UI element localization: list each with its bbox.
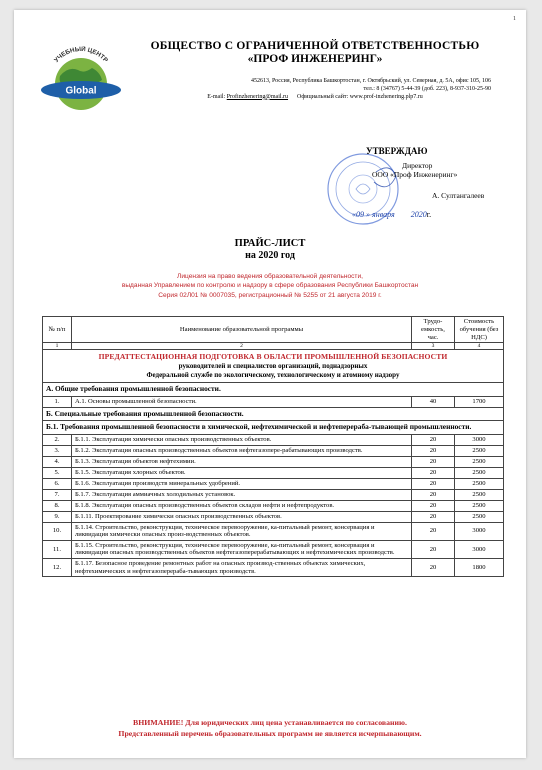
row-program: А.1. Основы промышленной безопасности.: [72, 396, 412, 407]
row-program: Б.1.3. Эксплуатация объектов нефтехимии.: [72, 456, 412, 467]
row-price: 3000: [455, 434, 504, 445]
org-address: 452613, Россия, Республика Башкортостан, г. Октябрьский, ул. Северная, д. 5А, офис 105, 106: [250, 78, 491, 84]
site-label: Официальный сайт:: [297, 93, 349, 100]
row-program: Б.1.11. Проектирование химически опасных производственных объектов.: [72, 511, 412, 522]
approval-block: [342, 146, 510, 219]
col-number: 3: [412, 343, 455, 350]
row-price: 2500: [455, 445, 504, 456]
warning-line2: Представленный перечень образовательных программ не является исчерпывающим.: [118, 728, 422, 738]
row-price: 1800: [455, 559, 504, 577]
org-phones: тел.: 8 (34767) 5-44-39 (доб. 223), 8-937-310-25-90: [363, 86, 491, 93]
table-row: [43, 478, 504, 489]
license-line3: Серия 02Л01 № 0007035, регистрационный № 5255 от 21 августа 2019 г.: [158, 291, 382, 299]
col-number: 1: [43, 343, 72, 350]
price-table: [42, 316, 504, 577]
row-number: 12.: [43, 559, 72, 577]
table-row: [43, 540, 504, 558]
document-title: [14, 238, 526, 261]
row-price: 3000: [455, 540, 504, 558]
row-number: 10.: [43, 522, 72, 540]
col-header-hours: Трудо-емкость, час.: [412, 317, 455, 343]
section-header: [43, 350, 504, 383]
row-number: 2.: [43, 434, 72, 445]
warning-note: [44, 718, 496, 739]
row-program: Б.1.1. Эксплуатация химически опасных производственных объектов.: [72, 434, 412, 445]
row-hours: 20: [412, 456, 455, 467]
row-hours: 20: [412, 559, 455, 577]
license-info: [64, 272, 476, 300]
table-row: [43, 522, 504, 540]
row-number: 1.: [43, 396, 72, 407]
approve-date-hand: 09 » января: [356, 210, 395, 219]
row-hours: 40: [412, 396, 455, 407]
globe-logo-icon: [38, 46, 124, 116]
col-header-price: Стоимость обучения (без НДС): [455, 317, 504, 343]
row-price: 2500: [455, 511, 504, 522]
row-number: 6.: [43, 478, 72, 489]
col-header-number: № п/п: [43, 317, 72, 343]
org-name-line1: ОБЩЕСТВО С ОГРАНИЧЕННОЙ ОТВЕТСТВЕННОСТЬЮ: [150, 40, 480, 52]
title-line2: на 2020 год: [245, 250, 295, 261]
table-row: [43, 559, 504, 577]
table-row: [43, 500, 504, 511]
warning-line1: ВНИМАНИЕ! Для юридических лиц цена устанавливается по согласованию.: [133, 718, 407, 727]
row-hours: 20: [412, 489, 455, 500]
row-price: 2500: [455, 467, 504, 478]
col-number: 2: [72, 343, 412, 350]
group-b1-title: Б.1. Требования промышленной безопасности в химической, нефтехимической и нефтеперераба-тывающей промышленности.: [43, 421, 504, 435]
row-program: Б.1.7. Эксплуатация аммиачных холодильных установок.: [72, 489, 412, 500]
row-price: 2500: [455, 456, 504, 467]
logo-name: Global: [65, 85, 97, 97]
approve-position: Директор: [402, 161, 433, 170]
row-number: 9.: [43, 511, 72, 522]
row-price: 1700: [455, 396, 504, 407]
row-number: 3.: [43, 445, 72, 456]
group-a-title: А. Общие требования промышленной безопасности.: [43, 383, 504, 397]
group-row: [43, 383, 504, 397]
row-number: 4.: [43, 456, 72, 467]
row-hours: 20: [412, 511, 455, 522]
column-numbers-row: [43, 343, 504, 350]
group-row: [43, 407, 504, 421]
row-program: Б.1.6. Эксплуатация производств минеральных удобрений.: [72, 478, 412, 489]
table-row: [43, 489, 504, 500]
row-program: Б.1.17. Безопасное проведение ремонтных работ на опасных производ-ственных объектах химических, нефтехимических и нефтегазоперераба-тывающих производств.: [72, 559, 412, 577]
document-page: [14, 10, 526, 758]
row-price: 3000: [455, 522, 504, 540]
site-link[interactable]: www.prof-inzhenering.plp7.ru: [349, 93, 423, 100]
row-hours: 20: [412, 445, 455, 456]
section-subtitle1: руководителей и специалистов организаций, поднадзорных: [178, 361, 368, 370]
row-program: Б.1.14. Строительство, реконструкция, техническое перевооружение, ка-питальный ремонт, консервация и ликвидация химически опасных произ-водственных объектов.: [72, 522, 412, 540]
page-number: 1: [513, 16, 516, 22]
group-b-title: Б. Специальные требования промышленной безопасности.: [43, 407, 504, 421]
table-row: [43, 456, 504, 467]
license-line2: выданная Управлением по контролю и надзору в сфере образования Республики Башкортостан: [121, 282, 419, 290]
table-row: [43, 467, 504, 478]
title-line1: ПРАЙС-ЛИСТ: [234, 238, 306, 249]
table-row: [43, 396, 504, 407]
row-hours: 20: [412, 500, 455, 511]
row-hours: 20: [412, 540, 455, 558]
row-number: 5.: [43, 467, 72, 478]
row-program: Б.1.15. Строительство, реконструкция, техническое перевооружение, ка-питальный ремонт, консервация и ликвидация опасных производственных объектов нефтегазоперерабатывающих и нефтехимических производств.: [72, 540, 412, 558]
row-price: 2500: [455, 489, 504, 500]
email-label: E-mail:: [207, 93, 226, 100]
email-link[interactable]: Profinzhenering@mail.ru: [226, 93, 289, 100]
approve-name: А. Султангалеев: [432, 191, 485, 200]
table-row: [43, 511, 504, 522]
row-program: Б.1.2. Эксплуатация опасных производственных объектов нефтегазопере-рабатывающих производств.: [72, 445, 412, 456]
org-name-line2: «ПРОФ ИНЖЕНЕРИНГ»: [247, 53, 383, 65]
row-program: Б.1.5. Эксплуатация хлорных объектов.: [72, 467, 412, 478]
approve-date: «09 » января 2020г.: [352, 210, 432, 219]
col-header-name: Наименование образовательной программы: [72, 317, 412, 343]
approve-year-suffix: г.: [426, 210, 432, 219]
table-header-row: [43, 317, 504, 343]
section-title: ПРЕДАТТЕСТАЦИОННАЯ ПОДГОТОВКА В ОБЛАСТИ ПРОМЫШЛЕННОЙ БЕЗОПАСНОСТИ: [98, 352, 448, 362]
row-number: 8.: [43, 500, 72, 511]
letterhead: [129, 40, 501, 100]
group-row: [43, 421, 504, 435]
row-hours: 20: [412, 434, 455, 445]
row-hours: 20: [412, 478, 455, 489]
row-program: Б.1.8. Эксплуатация опасных производственных объектов складов нефти и нефтепродуктов.: [72, 500, 412, 511]
section-subtitle2: Федеральной службе по экологическому, технологическому и атомному надзору: [146, 370, 400, 379]
row-hours: 20: [412, 467, 455, 478]
row-number: 7.: [43, 489, 72, 500]
row-hours: 20: [412, 522, 455, 540]
approve-org: ООО «Проф Инженеринг»: [372, 170, 458, 179]
table-row: [43, 434, 504, 445]
col-number: 4: [455, 343, 504, 350]
license-line1: Лицензия на право ведения образовательной деятельности,: [177, 273, 363, 280]
approve-year-hand: 2020: [410, 210, 427, 219]
approve-heading: УТВЕРЖДАЮ: [366, 146, 428, 156]
row-price: 2500: [455, 478, 504, 489]
contact-line: [129, 94, 501, 100]
section-header-row: [43, 350, 504, 383]
row-price: 2500: [455, 500, 504, 511]
row-number: 11.: [43, 540, 72, 558]
table-row: [43, 445, 504, 456]
logo-top-text: УЧЕБНЫЙ ЦЕНТР: [53, 46, 109, 64]
